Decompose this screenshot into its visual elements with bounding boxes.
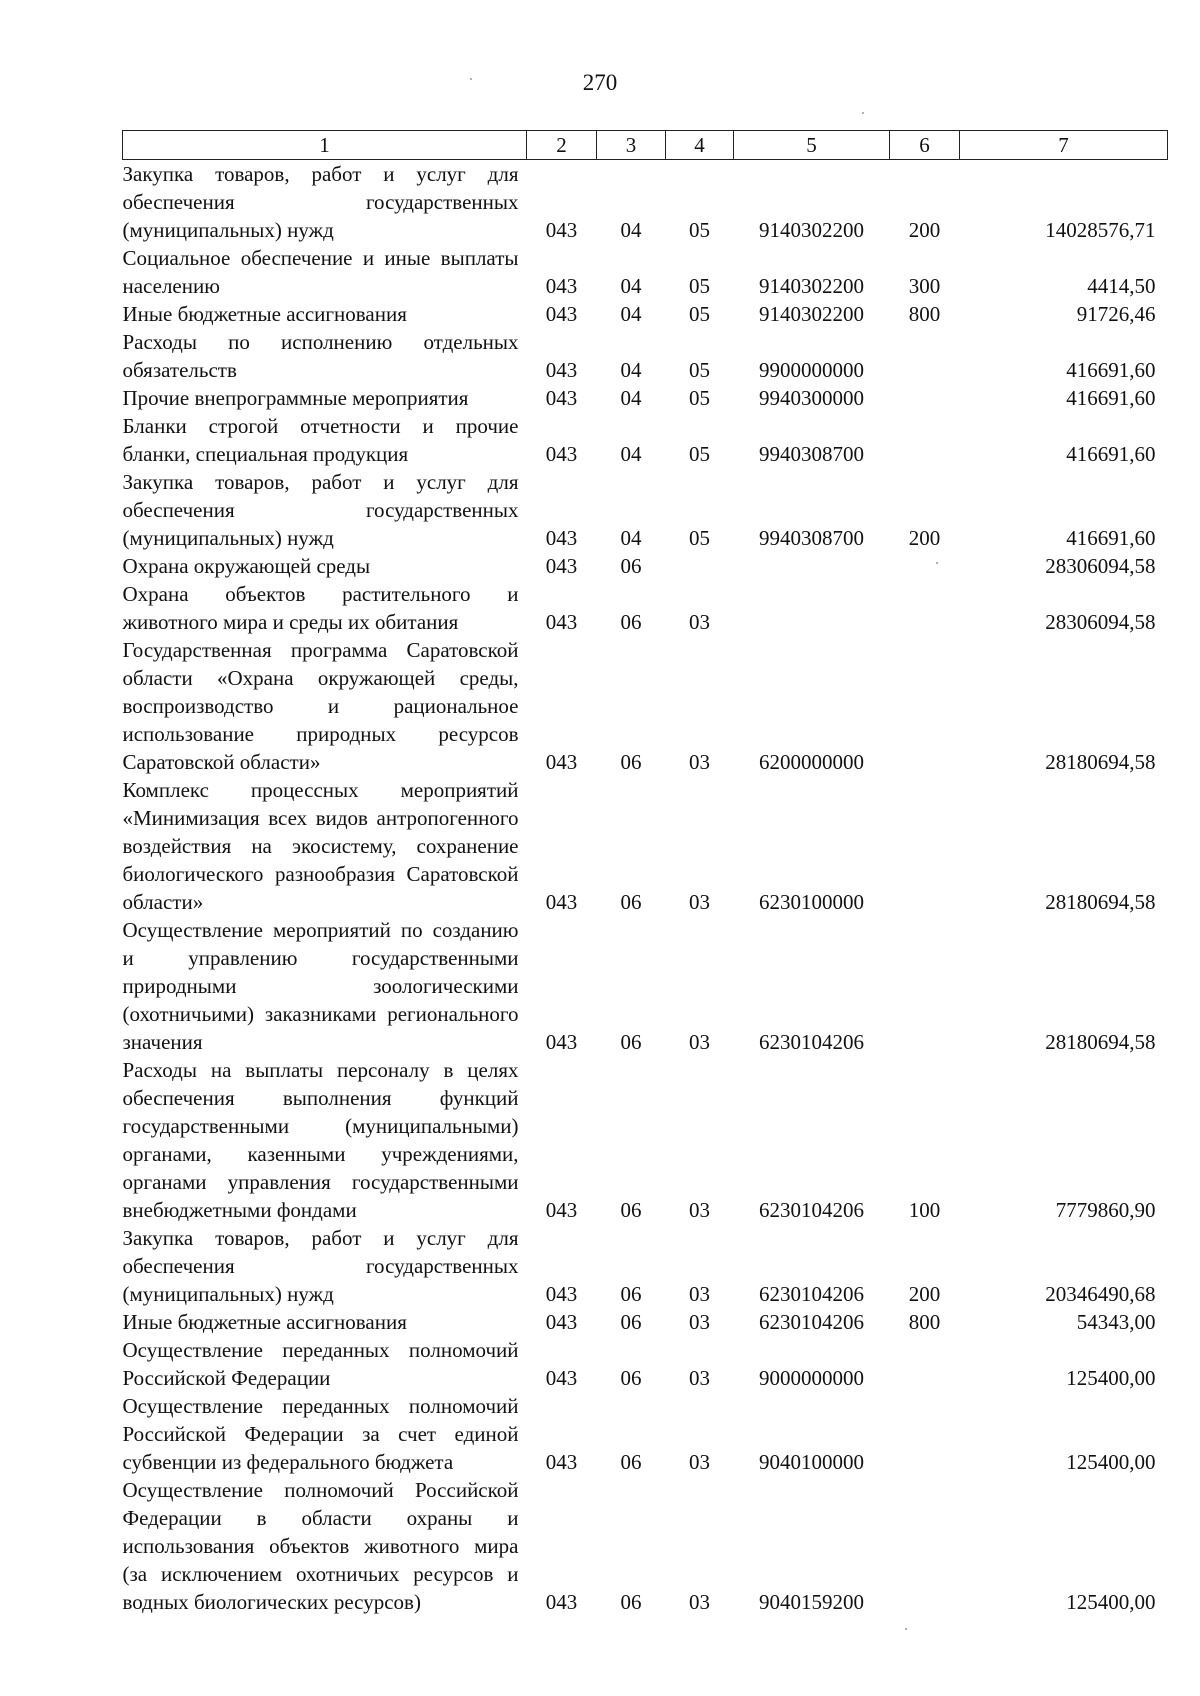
row-code-ministry: 043 — [545, 890, 578, 914]
row-amount: 4414,50 — [1087, 274, 1156, 298]
row-code-subsection: 03 — [689, 610, 710, 634]
row-code-expense-type — [890, 1476, 960, 1616]
row-code-section: 06 — [620, 1310, 642, 1334]
row-code-expense-type: 100 — [908, 1198, 941, 1222]
scan-speck — [905, 1628, 907, 1630]
row-code-section: 04 — [620, 442, 642, 466]
row-code-subsection: 03 — [689, 1310, 710, 1334]
row-code-section: 04 — [620, 358, 642, 382]
row-code-target — [734, 552, 890, 580]
row-name: Осуществление мероприятий по созданию и управлению государственными природными зоологическими (охотничьими) заказниками регионального значения — [122, 918, 519, 1054]
row-amount: 20346490,68 — [1045, 1282, 1156, 1306]
col-header-4: 4 — [666, 131, 734, 160]
row-code-target: 6230104206 — [759, 1310, 864, 1334]
row-code-section: 06 — [620, 1198, 642, 1222]
row-code-section: 06 — [620, 890, 642, 914]
col-header-7: 7 — [960, 131, 1168, 160]
row-code-ministry: 043 — [545, 218, 578, 242]
row-code-target: 9040100000 — [759, 1450, 864, 1474]
row-code-target: 6230104206 — [759, 1282, 864, 1306]
row-name: Расходы на выплаты персоналу в целях обеспечения выполнения функций государственными (муниципальными) органами, казенными учреждениями, органами управления государственными внебюджетными фондами — [122, 1058, 519, 1222]
row-code-ministry: 043 — [545, 1030, 578, 1054]
row-name: Закупка товаров, работ и услуг для обеспечения государственных (муниципальных) нужд — [122, 1226, 519, 1306]
row-code-target: 9140302200 — [759, 302, 864, 326]
row-amount: 28180694,58 — [1045, 750, 1156, 774]
table-body — [123, 160, 1168, 1617]
row-code-expense-type: 300 — [908, 274, 941, 298]
table-row — [123, 412, 1168, 468]
row-code-expense-type — [890, 412, 960, 468]
row-code-target: 6230100000 — [759, 890, 864, 914]
table-row — [123, 1224, 1168, 1308]
row-code-ministry: 043 — [545, 442, 578, 466]
row-name: Прочие внепрограммные мероприятия — [122, 386, 469, 410]
row-code-expense-type — [890, 1392, 960, 1476]
row-code-ministry: 043 — [545, 610, 578, 634]
row-code-section: 04 — [620, 386, 642, 410]
table-row — [123, 300, 1168, 328]
row-code-subsection: 05 — [689, 526, 710, 550]
row-code-target: 6230104206 — [759, 1030, 864, 1054]
row-amount: 125400,00 — [1066, 1450, 1156, 1474]
row-name: Осуществление полномочий Российской Федерации в области охраны и использования объектов животного мира (за исключением охотничьих ресурсов и водных биологических ресурсов) — [122, 1478, 519, 1614]
row-code-target — [734, 580, 890, 636]
row-code-section: 06 — [620, 750, 642, 774]
row-code-section: 06 — [620, 1030, 642, 1054]
row-code-target: 6200000000 — [759, 750, 864, 774]
table-row — [123, 1392, 1168, 1476]
row-code-subsection: 03 — [689, 1282, 710, 1306]
row-name: Осуществление переданных полномочий Российской Федерации — [122, 1338, 519, 1390]
row-code-ministry: 043 — [545, 358, 578, 382]
scan-speck — [470, 78, 472, 80]
row-name: Иные бюджетные ассигнования — [122, 1310, 407, 1334]
row-code-subsection: 03 — [689, 1198, 710, 1222]
row-code-section: 06 — [620, 1590, 642, 1614]
row-code-expense-type — [890, 1336, 960, 1392]
row-code-ministry: 043 — [545, 386, 578, 410]
row-code-target: 9940300000 — [759, 386, 864, 410]
row-code-expense-type — [890, 580, 960, 636]
row-code-ministry: 043 — [545, 750, 578, 774]
row-amount: 7779860,90 — [1055, 1198, 1156, 1222]
row-code-target: 9040159200 — [759, 1590, 864, 1614]
table-row — [123, 1336, 1168, 1392]
row-code-subsection: 05 — [689, 386, 710, 410]
row-name: Бланки строгой отчетности и прочие бланки, специальная продукция — [122, 414, 519, 466]
row-code-expense-type: 800 — [908, 1310, 941, 1334]
col-header-6: 6 — [890, 131, 960, 160]
table-row — [123, 468, 1168, 552]
row-amount: 54343,00 — [1076, 1310, 1156, 1334]
row-code-ministry: 043 — [545, 274, 578, 298]
row-name: Закупка товаров, работ и услуг для обеспечения государственных (муниципальных) нужд — [122, 470, 519, 550]
row-code-ministry: 043 — [545, 1450, 578, 1474]
row-code-section: 06 — [620, 1366, 642, 1390]
row-amount: 416691,60 — [1066, 358, 1156, 382]
col-header-2: 2 — [527, 131, 597, 160]
row-code-section: 04 — [620, 302, 642, 326]
row-amount: 28180694,58 — [1045, 890, 1156, 914]
table-row — [123, 916, 1168, 1056]
row-name: Социальное обеспечение и иные выплаты населению — [122, 246, 519, 298]
row-code-subsection: 03 — [689, 750, 710, 774]
row-code-expense-type — [890, 776, 960, 916]
row-code-ministry: 043 — [545, 302, 578, 326]
row-code-subsection — [666, 552, 734, 580]
table-row — [123, 552, 1168, 580]
row-code-subsection: 03 — [689, 890, 710, 914]
row-code-ministry: 043 — [545, 554, 578, 578]
row-code-ministry: 043 — [545, 1282, 578, 1306]
row-code-target: 6230104206 — [759, 1198, 864, 1222]
row-amount: 416691,60 — [1066, 442, 1156, 466]
row-code-expense-type — [890, 636, 960, 776]
row-code-section: 06 — [620, 1282, 642, 1306]
row-name: Осуществление переданных полномочий Российской Федерации за счет единой субвенции из федерального бюджета — [122, 1394, 519, 1474]
row-code-subsection: 05 — [689, 358, 710, 382]
row-code-ministry: 043 — [545, 1198, 578, 1222]
row-code-expense-type — [890, 916, 960, 1056]
budget-table — [122, 130, 1168, 1616]
row-code-section: 04 — [620, 274, 642, 298]
table-row — [123, 1056, 1168, 1224]
row-code-subsection: 05 — [689, 442, 710, 466]
row-code-target: 9140302200 — [759, 274, 864, 298]
row-amount: 28306094,58 — [1045, 554, 1156, 578]
row-code-expense-type — [890, 552, 960, 580]
header-row — [123, 131, 1168, 160]
row-code-section: 06 — [620, 610, 642, 634]
row-name: Иные бюджетные ассигнования — [122, 302, 407, 326]
row-code-target: 9000000000 — [759, 1366, 864, 1390]
row-amount: 416691,60 — [1066, 526, 1156, 550]
table-row — [123, 244, 1168, 300]
row-amount: 28180694,58 — [1045, 1030, 1156, 1054]
scan-speck — [862, 112, 864, 114]
row-code-subsection: 03 — [689, 1590, 710, 1614]
row-name: Государственная программа Саратовской области «Охрана окружающей среды, воспроизводство и рациональное использование природных ресурсов Саратовской области» — [122, 638, 519, 774]
row-code-target: 9140302200 — [759, 218, 864, 242]
row-code-subsection: 03 — [689, 1030, 710, 1054]
row-code-subsection: 05 — [689, 302, 710, 326]
row-name: Расходы по исполнению отдельных обязательств — [122, 330, 519, 382]
row-amount: 125400,00 — [1066, 1366, 1156, 1390]
row-name: Охрана объектов растительного и животного мира и среды их обитания — [122, 582, 519, 634]
row-name: Охрана окружающей среды — [122, 554, 371, 578]
col-header-5: 5 — [734, 131, 890, 160]
table-row — [123, 776, 1168, 916]
row-code-section: 04 — [620, 526, 642, 550]
row-code-ministry: 043 — [545, 1590, 578, 1614]
row-amount: 28306094,58 — [1045, 610, 1156, 634]
row-code-section: 04 — [620, 218, 642, 242]
scan-speck — [936, 562, 938, 564]
table-row — [123, 636, 1168, 776]
row-code-ministry: 043 — [545, 1366, 578, 1390]
row-amount: 416691,60 — [1066, 386, 1156, 410]
row-code-target: 9900000000 — [759, 358, 864, 382]
row-code-target: 9940308700 — [759, 442, 864, 466]
row-code-section: 06 — [620, 1450, 642, 1474]
row-code-expense-type — [890, 328, 960, 384]
row-code-expense-type: 200 — [908, 1282, 941, 1306]
row-amount: 125400,00 — [1066, 1590, 1156, 1614]
row-code-subsection: 03 — [689, 1366, 710, 1390]
row-code-subsection: 05 — [689, 218, 710, 242]
table-row — [123, 328, 1168, 384]
page-number: 270 — [582, 70, 618, 95]
row-code-expense-type — [890, 384, 960, 412]
table-row — [123, 384, 1168, 412]
col-header-3: 3 — [597, 131, 666, 160]
row-amount: 91726,46 — [1076, 302, 1156, 326]
col-header-1: 1 — [123, 131, 527, 160]
row-name: Комплекс процессных мероприятий «Минимизация всех видов антропогенного воздействия на экосистему, сохранение биологического разнообразия Саратовской области» — [122, 778, 519, 914]
row-code-section: 06 — [620, 554, 642, 578]
table-row — [123, 580, 1168, 636]
row-amount: 14028576,71 — [1045, 218, 1156, 242]
row-code-subsection: 03 — [689, 1450, 710, 1474]
row-code-subsection: 05 — [689, 274, 710, 298]
row-code-ministry: 043 — [545, 526, 578, 550]
row-name: Закупка товаров, работ и услуг для обеспечения государственных (муниципальных) нужд — [122, 162, 519, 242]
table-row — [123, 1476, 1168, 1616]
row-code-expense-type: 200 — [908, 526, 941, 550]
table-row — [123, 160, 1168, 245]
row-code-target: 9940308700 — [759, 526, 864, 550]
row-code-expense-type: 800 — [908, 302, 941, 326]
row-code-ministry: 043 — [545, 1310, 578, 1334]
table-row — [123, 1308, 1168, 1336]
row-code-expense-type: 200 — [908, 218, 941, 242]
